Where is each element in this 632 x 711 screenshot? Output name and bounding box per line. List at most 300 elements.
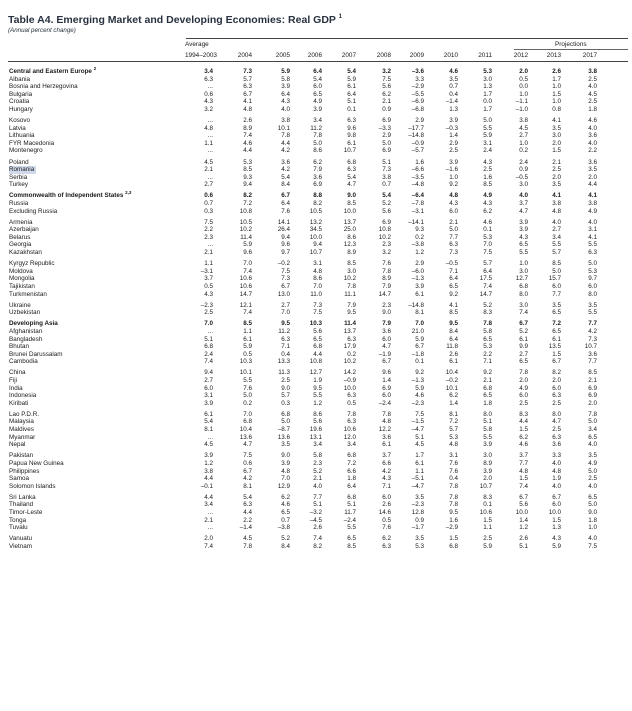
row-label: Ukraine — [9, 301, 31, 309]
table-cell: –2.9 — [411, 83, 424, 91]
table-cell: 6.7 — [243, 90, 252, 98]
table-cell: 7.8 — [449, 493, 458, 501]
table-cell: 4.1 — [552, 192, 561, 200]
average-header: Average — [185, 41, 209, 48]
table-cell: –17.7 — [408, 124, 424, 132]
table-cell: 9.4 — [243, 181, 252, 189]
table-row — [0, 336, 632, 344]
table-cell: –3.5 — [411, 173, 424, 181]
table-cell: 3.9 — [415, 282, 424, 290]
table-cell: 3.9 — [483, 467, 492, 475]
table-cell: –3.3 — [378, 124, 391, 132]
row-label: Papua New Guinea — [9, 459, 64, 467]
table-cell: –3.2 — [309, 508, 322, 516]
table-cell: 5.7 — [449, 426, 458, 434]
table-cell: 5.0 — [281, 418, 290, 426]
row-label: Tuvalu — [9, 524, 28, 532]
table-cell: 3.5 — [588, 301, 597, 309]
table-cell: 7.0 — [243, 410, 252, 418]
table-cell: 5.1 — [313, 501, 322, 509]
table-cell: 5.1 — [204, 335, 213, 343]
table-cell: 3.0 — [552, 132, 561, 140]
table-cell: 6.3 — [347, 117, 356, 125]
table-cell: 4.3 — [204, 98, 213, 106]
table-cell: 6.5 — [588, 433, 597, 441]
table-cell: 7.8 — [449, 482, 458, 490]
table-cell: 6.8 — [347, 158, 356, 166]
table-cell: 6.4 — [449, 275, 458, 283]
table-cell: 7.5 — [483, 249, 492, 257]
table-cell: 13.3 — [277, 358, 290, 366]
table-cell: 7.4 — [204, 542, 213, 550]
table-cell: 10.4 — [239, 426, 252, 434]
table-cell: 17.9 — [343, 343, 356, 351]
table-cell: 13.7 — [343, 327, 356, 335]
table-cell: 7.3 — [449, 249, 458, 257]
table-cell: 9.6 — [243, 249, 252, 257]
table-cell: 12.7 — [309, 369, 322, 377]
table-cell: 19.6 — [309, 426, 322, 434]
table-cell: 2.5 — [588, 98, 597, 106]
table-cell: 7.4 — [519, 482, 528, 490]
table-cell: 0.1 — [347, 105, 356, 113]
table-cell: 3.7 — [382, 452, 391, 460]
table-cell: 1.0 — [519, 139, 528, 147]
table-cell: 5.9 — [281, 68, 290, 75]
table-row — [0, 494, 632, 502]
table-row — [0, 181, 632, 189]
table-cell: 4.8 — [243, 105, 252, 113]
table-cell: 8.4 — [449, 327, 458, 335]
row-label: Solomon Islands — [9, 482, 56, 490]
table-cell: 1.4 — [382, 376, 391, 384]
row-group — [0, 369, 632, 407]
row-label: Vanuatu — [9, 535, 32, 543]
table-cell: 7.0 — [281, 309, 290, 317]
table-cell: 12.8 — [411, 508, 424, 516]
table-cell: 6.5 — [281, 508, 290, 516]
table-cell: 5.4 — [313, 75, 322, 83]
table-cell: 3.0 — [347, 267, 356, 275]
table-cell: 7.4 — [243, 132, 252, 140]
table-cell: 4.0 — [519, 192, 528, 200]
table-cell: 3.0 — [483, 452, 492, 460]
table-cell: 3.5 — [588, 166, 597, 174]
table-cell: –5.1 — [411, 475, 424, 483]
table-cell: 10.6 — [239, 282, 252, 290]
table-cell: 4.7 — [552, 418, 561, 426]
table-cell: –2.3 — [411, 501, 424, 509]
table-cell: 6.1 — [415, 459, 424, 467]
table-cell: 6.3 — [588, 249, 597, 257]
table-cell: 5.5 — [483, 124, 492, 132]
table-cell: 6.9 — [588, 392, 597, 400]
table-cell: 3.0 — [519, 181, 528, 189]
table-cell: 8.0 — [483, 410, 492, 418]
table-cell: 5.2 — [519, 327, 528, 335]
row-label: Excluding Russia — [9, 207, 58, 215]
table-cell: 12.7 — [515, 275, 528, 283]
row-label: Kyrgyz Republic — [9, 260, 55, 268]
table-cell: 2.5 — [281, 376, 290, 384]
table-cell: 6.9 — [588, 384, 597, 392]
table-cell: –1.3 — [411, 376, 424, 384]
table-cell: 10.0 — [309, 233, 322, 241]
table-cell: 13.0 — [277, 290, 290, 298]
table-cell: 7.4 — [483, 282, 492, 290]
table-cell: 5.9 — [415, 335, 424, 343]
table-cell: 9.6 — [382, 369, 391, 377]
table-cell: –6.4 — [411, 192, 424, 200]
table-cell: 4.0 — [552, 482, 561, 490]
table-cell: 6.4 — [483, 267, 492, 275]
table-cell: –0.1 — [200, 482, 213, 490]
table-cell: 8.5 — [243, 166, 252, 174]
table-cell: 2.4 — [483, 147, 492, 155]
row-label: Myanmar — [9, 433, 36, 441]
table-cell: 10.2 — [378, 233, 391, 241]
table-row — [0, 460, 632, 468]
table-row — [0, 351, 632, 359]
row-label: Turkey — [9, 181, 29, 189]
table-row — [0, 106, 632, 114]
table-cell: 7.8 — [382, 410, 391, 418]
table-cell: 0.7 — [204, 200, 213, 207]
row-group — [0, 411, 632, 449]
table-cell: 4.3 — [449, 200, 458, 207]
table-cell: 7.2 — [243, 200, 252, 207]
table-cell: 7.9 — [347, 301, 356, 309]
row-label: Mongolia — [9, 275, 35, 283]
table-cell: –0.2 — [445, 376, 458, 384]
table-cell: –0.2 — [277, 260, 290, 268]
table-cell: 0.5 — [243, 350, 252, 358]
table-cell: 10.8 — [239, 207, 252, 215]
table-cell: 6.6 — [347, 467, 356, 475]
table-cell: 0.6 — [204, 90, 213, 98]
table-cell: 4.3 — [483, 158, 492, 166]
table-cell: 6.5 — [552, 309, 561, 317]
table-cell: 7.8 — [449, 501, 458, 509]
table-cell: 6.0 — [552, 384, 561, 392]
table-cell: 9.4 — [204, 369, 213, 377]
table-cell: 6.4 — [313, 68, 322, 75]
table-cell: 5.9 — [483, 542, 492, 550]
table-cell: 3.2 — [382, 68, 391, 75]
table-row — [0, 174, 632, 182]
table-cell: 8.9 — [483, 459, 492, 467]
table-cell: 3.9 — [204, 399, 213, 407]
table-cell: 10.4 — [445, 369, 458, 377]
table-cell: ... — [207, 173, 213, 181]
table-cell: 1.6 — [449, 516, 458, 524]
table-cell: 2.5 — [519, 399, 528, 407]
table-cell: 0.5 — [204, 282, 213, 290]
table-cell: –2.9 — [445, 524, 458, 532]
table-cell: 6.5 — [588, 493, 597, 501]
table-cell: 5.7 — [552, 249, 561, 257]
table-cell: 7.1 — [281, 343, 290, 351]
table-cell: 10.6 — [479, 508, 492, 516]
table-cell: –0.3 — [445, 124, 458, 132]
table-cell: 4.0 — [281, 105, 290, 113]
table-cell: 3.8 — [552, 200, 561, 207]
table-cell: 2.3 — [382, 301, 391, 309]
table-cell: 9.2 — [449, 290, 458, 298]
table-cell: 3.8 — [204, 467, 213, 475]
table-cell: 5.2 — [483, 301, 492, 309]
table-cell: 4.0 — [552, 218, 561, 226]
table-cell: 8.1 — [415, 309, 424, 317]
table-cell: 5.4 — [347, 173, 356, 181]
table-cell: 7.6 — [281, 207, 290, 215]
row-label: Brunei Darussalam — [9, 350, 63, 358]
table-cell: 4.0 — [588, 83, 597, 91]
table-cell: 4.4 — [243, 147, 252, 155]
table-cell: 3.7 — [519, 452, 528, 460]
table-row — [0, 283, 632, 291]
table-row — [0, 234, 632, 242]
table-cell: 3.7 — [204, 275, 213, 283]
table-cell: –4.5 — [309, 516, 322, 524]
row-label: Hungary — [9, 105, 33, 113]
row-label: Bosnia and Herzegovina — [9, 83, 78, 91]
table-cell: 9.0 — [281, 452, 290, 460]
table-cell: 5.2 — [382, 200, 391, 207]
table-cell: 4.3 — [281, 98, 290, 106]
table-cell: 3.6 — [281, 158, 290, 166]
table-cell: 6.1 — [519, 335, 528, 343]
table-cell: 2.0 — [552, 139, 561, 147]
table-cell: 5.5 — [588, 241, 597, 249]
table-cell: 6.2 — [382, 535, 391, 543]
table-cell: 6.8 — [519, 282, 528, 290]
row-label: Kosovo — [9, 117, 31, 125]
table-cell: 10.0 — [515, 508, 528, 516]
table-cell: 7.5 — [243, 452, 252, 460]
table-cell: 21.0 — [411, 327, 424, 335]
table-cell: 3.5 — [415, 493, 424, 501]
table-cell: 7.5 — [415, 410, 424, 418]
table-cell: 3.9 — [449, 117, 458, 125]
table-cell: –2.3 — [200, 301, 213, 309]
table-cell: 2.0 — [588, 173, 597, 181]
table-cell: 3.7 — [519, 200, 528, 207]
row-label: Bulgaria — [9, 90, 33, 98]
table-cell: 6.7 — [382, 358, 391, 366]
table-cell: 7.4 — [519, 309, 528, 317]
row-label: Samoa — [9, 475, 29, 483]
table-row — [0, 302, 632, 310]
data-table — [0, 65, 632, 554]
table-row — [0, 320, 632, 328]
table-row — [0, 426, 632, 434]
table-cell: 7.5 — [382, 75, 391, 83]
table-row — [0, 385, 632, 393]
table-cell: 9.3 — [243, 173, 252, 181]
table-cell: 2.2 — [483, 350, 492, 358]
table-cell: 1.0 — [519, 90, 528, 98]
table-cell: 2.6 — [313, 524, 322, 532]
table-cell: 10.7 — [309, 249, 322, 257]
table-cell: 10.2 — [239, 226, 252, 234]
table-cell: 2.1 — [449, 218, 458, 226]
table-cell: 1.1 — [204, 139, 213, 147]
table-cell: 2.9 — [415, 117, 424, 125]
table-cell: 0.7 — [382, 181, 391, 189]
table-cell: 0.9 — [415, 516, 424, 524]
average-range-header: 1994–2003 — [185, 52, 217, 59]
table-cell: 6.7 — [281, 282, 290, 290]
table-cell: –5.7 — [411, 147, 424, 155]
table-cell: 6.8 — [243, 418, 252, 426]
table-cell: 8.1 — [243, 482, 252, 490]
table-cell: 4.3 — [483, 200, 492, 207]
table-cell: 5.0 — [588, 467, 597, 475]
table-cell: 2.4 — [204, 350, 213, 358]
table-cell: 2.0 — [519, 376, 528, 384]
row-label: Tonga — [9, 516, 27, 524]
table-row — [0, 65, 632, 76]
table-cell: 8.4 — [281, 181, 290, 189]
table-cell: 3.4 — [204, 68, 213, 75]
table-cell: –3.6 — [411, 68, 424, 75]
table-cell: ... — [207, 433, 213, 441]
table-cell: 4.8 — [519, 467, 528, 475]
table-cell: 12.1 — [239, 301, 252, 309]
year-header: 2008 — [376, 52, 391, 59]
table-cell: –2.4 — [378, 399, 391, 407]
table-cell: 3.8 — [588, 68, 597, 75]
table-cell: 6.7 — [552, 493, 561, 501]
table-cell: 3.5 — [449, 75, 458, 83]
row-label: Fiji — [9, 376, 18, 384]
table-cell: 10.7 — [584, 343, 597, 351]
row-group — [0, 302, 632, 317]
table-cell: 2.0 — [588, 399, 597, 407]
table-cell: 6.8 — [449, 542, 458, 550]
table-cell: 5.3 — [483, 343, 492, 351]
table-cell: 8.5 — [449, 309, 458, 317]
table-row — [0, 392, 632, 400]
table-cell: 2.7 — [204, 181, 213, 189]
table-cell: 0.7 — [449, 83, 458, 91]
table-cell: 2.5 — [588, 475, 597, 483]
table-cell: 0.9 — [519, 166, 528, 174]
table-cell: 4.5 — [204, 441, 213, 449]
table-cell: 3.6 — [588, 158, 597, 166]
table-cell: 7.7 — [588, 358, 597, 366]
table-cell: 12.2 — [378, 426, 391, 434]
table-row — [0, 275, 632, 283]
year-header: 2006 — [307, 52, 322, 59]
table-cell: 9.0 — [281, 384, 290, 392]
table-cell: 6.8 — [483, 384, 492, 392]
row-label: Serbia — [9, 173, 28, 181]
table-row — [0, 475, 632, 483]
table-cell: 7.4 — [243, 267, 252, 275]
table-cell: 0.5 — [519, 75, 528, 83]
table-cell: 6.9 — [382, 384, 391, 392]
table-cell: 5.6 — [382, 83, 391, 91]
table-cell: 1.5 — [483, 516, 492, 524]
table-row — [0, 159, 632, 167]
table-cell: 1.6 — [415, 158, 424, 166]
table-cell: 4.3 — [519, 233, 528, 241]
table-cell: 1.2 — [204, 459, 213, 467]
row-label: Georgia — [9, 241, 32, 249]
table-cell: 7.2 — [552, 320, 561, 328]
table-cell: 5.0 — [588, 501, 597, 509]
year-header: 2013 — [546, 52, 561, 59]
table-cell: 6.7 — [519, 320, 528, 328]
table-cell: 7.0 — [313, 282, 322, 290]
table-cell: 2.6 — [382, 501, 391, 509]
table-cell: 4.0 — [552, 459, 561, 467]
table-cell: 4.0 — [588, 482, 597, 490]
table-cell: 0.5 — [382, 516, 391, 524]
table-cell: 7.8 — [347, 410, 356, 418]
table-cell: 5.8 — [483, 426, 492, 434]
table-cell: 4.4 — [313, 350, 322, 358]
table-cell: 5.9 — [347, 75, 356, 83]
table-row — [0, 441, 632, 449]
row-label: Timor-Leste — [9, 508, 43, 516]
table-cell: 10.3 — [309, 320, 322, 328]
table-cell: 6.5 — [552, 327, 561, 335]
table-cell: 5.5 — [552, 241, 561, 249]
table-row — [0, 517, 632, 525]
table-cell: 7.8 — [588, 410, 597, 418]
row-label: Cambodia — [9, 358, 38, 366]
row-label: Albania — [9, 75, 31, 83]
table-cell: 5.5 — [313, 392, 322, 400]
table-cell: 4.0 — [588, 218, 597, 226]
row-label: Commonwealth of Independent States $^{2,3}$ — [9, 190, 132, 200]
table-cell: 34.5 — [309, 226, 322, 234]
table-cell: –1.4 — [445, 98, 458, 106]
table-cell: 2.2 — [243, 516, 252, 524]
table-cell: 9.6 — [347, 124, 356, 132]
table-cell: 2.5 — [552, 399, 561, 407]
year-header: 2011 — [478, 52, 492, 59]
table-cell: 2.5 — [449, 147, 458, 155]
table-cell: 4.9 — [313, 98, 322, 106]
table-cell: 6.5 — [483, 335, 492, 343]
table-cell: 7.3 — [588, 335, 597, 343]
table-cell: 6.9 — [382, 218, 391, 226]
table-row — [0, 76, 632, 84]
year-header: 2005 — [275, 52, 290, 59]
table-cell: 6.3 — [552, 392, 561, 400]
table-cell: 10.7 — [343, 147, 356, 155]
table-cell: 1.1 — [415, 467, 424, 475]
table-cell: 2.6 — [519, 535, 528, 543]
table-cell: 7.4 — [243, 309, 252, 317]
table-cell: 10.2 — [343, 358, 356, 366]
table-row — [0, 434, 632, 442]
table-cell: 3.9 — [449, 158, 458, 166]
table-cell: 6.2 — [281, 493, 290, 501]
table-cell: 6.9 — [382, 117, 391, 125]
table-cell: 6.1 — [415, 290, 424, 298]
row-group — [0, 65, 632, 114]
table-row — [0, 192, 632, 200]
table-cell: –3.8 — [277, 524, 290, 532]
table-cell: 6.0 — [313, 83, 322, 91]
table-cell: 2.0 — [552, 376, 561, 384]
table-cell: 1.4 — [449, 399, 458, 407]
